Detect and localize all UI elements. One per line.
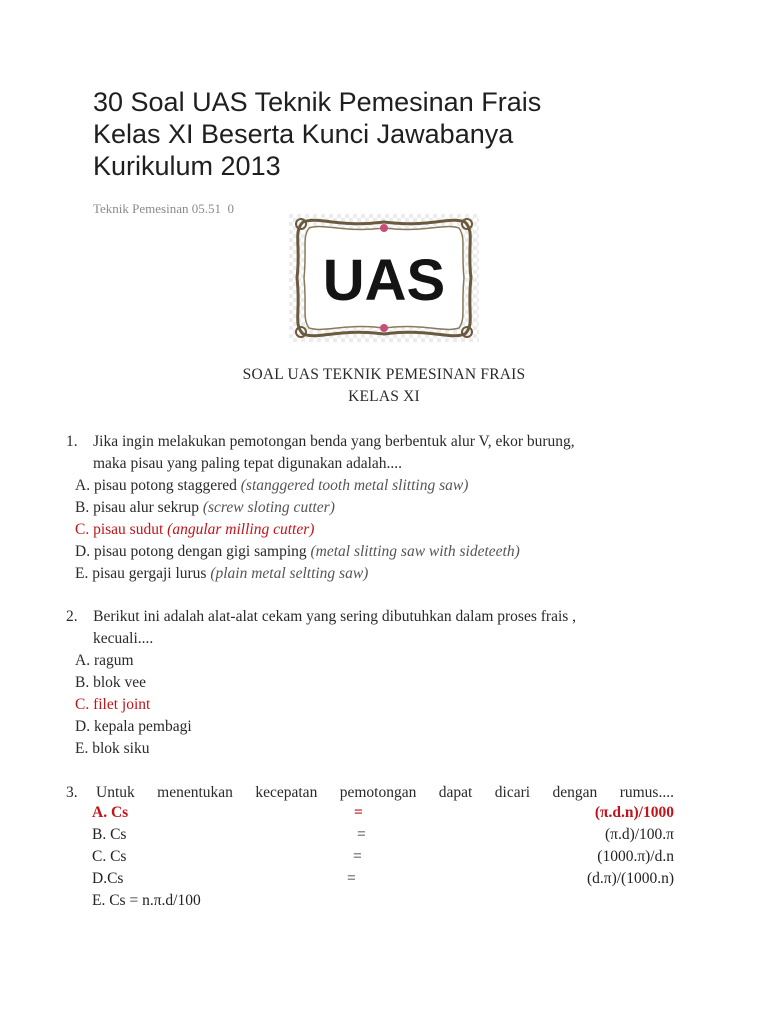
q1-option-e — [75, 564, 368, 584]
category-link[interactable]: Teknik Pemesinan — [93, 201, 189, 216]
q3-option-e — [92, 892, 201, 910]
option-text: pisau potong dengan gigi samping — [93, 543, 307, 560]
option-letter: B. — [75, 674, 90, 691]
q3-word: dicari — [494, 784, 531, 801]
q3-option-d-eq: = — [347, 870, 356, 887]
q2-option-d — [75, 717, 192, 737]
option-text: pisau sudut — [93, 521, 164, 538]
q2-option-a — [75, 651, 134, 671]
q3-word: menentukan — [157, 784, 233, 801]
option-letter: E. — [75, 565, 89, 582]
option-text: pisau potong staggered — [93, 477, 237, 494]
q1-line-1 — [66, 432, 575, 452]
q3-word: dapat — [438, 784, 473, 801]
q2-option-c-answer — [75, 695, 150, 715]
q2-text-2: kecuali.... — [93, 630, 154, 647]
q2-text-1: Berikut ini adalah alat-alat cekam yang sering dibutuhkan dalam proses frais , — [93, 608, 577, 625]
option-note: (plain metal seltting saw) — [210, 565, 369, 582]
option-text: ragum — [93, 652, 134, 669]
option-note: (screw sloting cutter) — [202, 499, 335, 516]
q3-option-b-lhs — [92, 826, 126, 844]
q3-option-c-eq: = — [353, 848, 362, 865]
title-line-3: Kurikulum 2013 — [93, 151, 281, 181]
post-time: 05.51 — [191, 201, 221, 216]
q3-option-d-lhs — [92, 870, 123, 888]
option-letter: D. — [75, 718, 91, 735]
q3-option-c-lhs — [92, 848, 126, 866]
option-text: pisau alur sekrup — [93, 499, 199, 516]
q3-word: pemotongan — [339, 784, 417, 801]
post-meta — [93, 201, 234, 217]
q3-option-a-lhs — [92, 804, 128, 822]
option-formula: Cs = n.π.d/100 — [109, 892, 201, 909]
q2-number: 2. — [66, 608, 78, 625]
q2-line-1 — [66, 607, 576, 627]
option-letter: A. — [75, 477, 91, 494]
option-letter: E. — [75, 740, 89, 757]
page-title — [93, 86, 653, 182]
q1-option-a — [75, 476, 468, 496]
doc-heading-line-1: SOAL UAS TEKNIK PEMESINAN FRAIS — [242, 366, 526, 383]
option-lhs: Cs — [110, 826, 127, 843]
option-letter: B. — [75, 499, 90, 516]
option-letter: A. — [92, 804, 108, 821]
q3-text — [96, 783, 674, 803]
option-lhs: Cs — [110, 804, 129, 821]
option-letter: C. — [92, 848, 107, 865]
q3-option-b-rhs: (π.d)/100.π — [604, 826, 674, 843]
q2-option-b — [75, 673, 146, 693]
q1-text-2: maka pisau yang paling tepat digunakan adalah.... — [93, 455, 403, 472]
option-letter: D. — [92, 870, 108, 887]
q3-option-c-rhs: (1000.π)/d.n — [597, 848, 674, 865]
q1-option-b — [75, 498, 335, 518]
option-note: (angular milling cutter) — [167, 521, 315, 538]
option-letter: E. — [92, 892, 106, 909]
q3-option-b-eq: = — [357, 826, 366, 843]
q1-option-d — [75, 542, 520, 562]
option-text: filet joint — [93, 696, 151, 713]
title-line-1: 30 Soal UAS Teknik Pemesinan Frais — [93, 87, 542, 117]
q3-option-a-rhs: (π.d.n)/1000 — [594, 804, 674, 821]
option-text: blok vee — [93, 674, 147, 691]
option-letter: A. — [75, 652, 91, 669]
title-line-2: Kelas XI Beserta Kunci Jawabanya — [93, 119, 514, 149]
option-note: (stanggered tooth metal slitting saw) — [240, 477, 469, 494]
option-note: (metal slitting saw with sideteeth) — [310, 543, 520, 560]
comment-count[interactable]: 0 — [227, 201, 234, 216]
q3-option-d-rhs: (d.π)/(1000.n) — [586, 870, 674, 887]
option-text: pisau gergaji lurus — [92, 565, 207, 582]
q2-option-e — [75, 739, 150, 759]
option-lhs: Cs — [107, 870, 124, 887]
q3-word: Untuk — [96, 784, 135, 801]
q3-option-a-eq: = — [354, 804, 363, 821]
q1-number: 1. — [66, 433, 78, 450]
q3-word: dengan — [552, 784, 598, 801]
option-lhs: Cs — [110, 848, 127, 865]
logo-text: UAS — [322, 248, 446, 313]
q3-word: kecepatan — [255, 784, 318, 801]
q3-number: 3. — [66, 784, 78, 801]
q1-option-c-answer — [75, 520, 314, 540]
option-letter: D. — [75, 543, 91, 560]
option-letter: C. — [75, 521, 90, 538]
option-letter: C. — [75, 696, 90, 713]
option-letter: B. — [92, 826, 107, 843]
uas-logo-image — [289, 214, 479, 342]
q1-text-1: Jika ingin melakukan pemotongan benda yang berbentuk alur V, ekor burung, — [93, 433, 575, 450]
doc-heading-line-2: KELAS XI — [348, 388, 420, 405]
option-text: kepala pembagi — [93, 718, 192, 735]
option-text: blok siku — [92, 740, 150, 757]
q3-word: rumus.... — [619, 784, 674, 801]
